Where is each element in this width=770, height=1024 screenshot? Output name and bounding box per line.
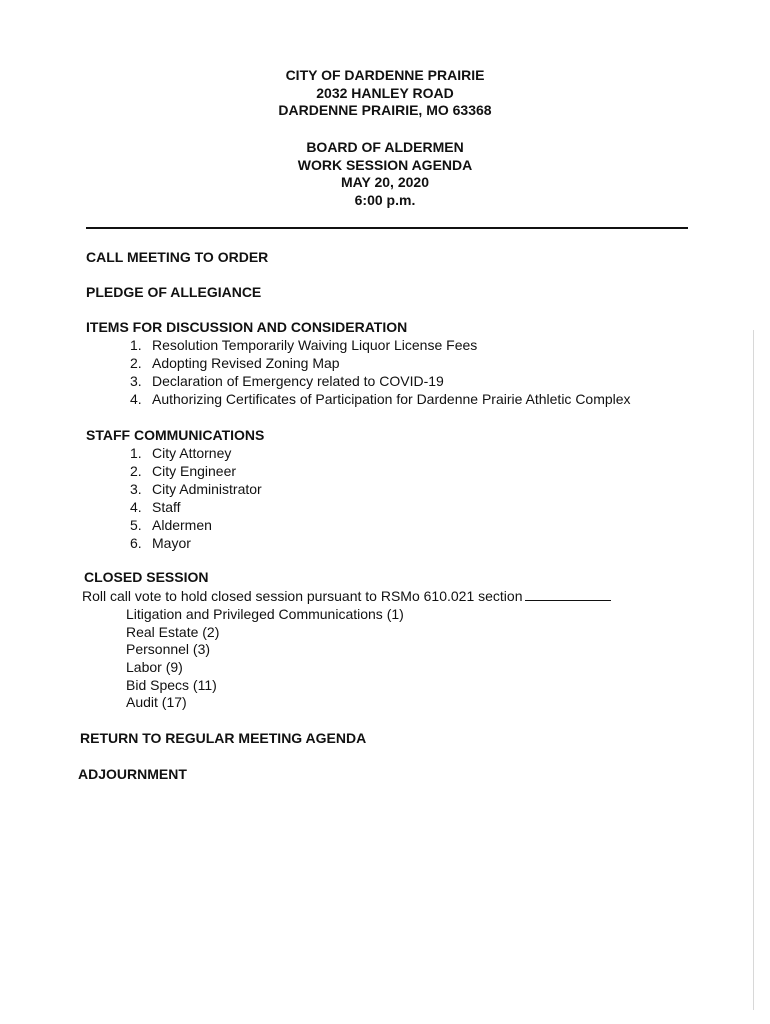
- list-item: 2. Adopting Revised Zoning Map: [130, 355, 340, 371]
- list-item: 1. City Attorney: [130, 445, 232, 461]
- list-item: 4. Staff: [130, 499, 181, 515]
- header-divider: [86, 227, 688, 229]
- list-item: 5. Aldermen: [130, 517, 212, 533]
- list-item: Personnel (3): [126, 641, 211, 657]
- list-item: 1. Resolution Temporarily Waiving Liquor License Fees: [130, 337, 478, 353]
- meeting-info-block: [0, 139, 770, 209]
- discussion-heading: ITEMS FOR DISCUSSION AND CONSIDERATION: [86, 319, 408, 335]
- city-address-block: [0, 67, 770, 120]
- list-item: Litigation and Privileged Communications (1): [126, 606, 404, 622]
- staff-heading: STAFF COMMUNICATIONS: [86, 427, 265, 443]
- city-name: CITY OF DARDENNE PRAIRIE: [285, 67, 485, 83]
- list-item: Real Estate (2): [126, 624, 220, 640]
- list-item: 3. Declaration of Emergency related to COVID-19: [130, 373, 444, 389]
- pledge-heading: PLEDGE OF ALLEGIANCE: [86, 284, 262, 300]
- list-item: Labor (9): [126, 659, 183, 675]
- list-item: 6. Mayor: [130, 535, 191, 551]
- agenda-title: WORK SESSION AGENDA: [297, 156, 473, 173]
- section-blank-line: [525, 588, 611, 601]
- meeting-time: 6:00 p.m.: [354, 191, 416, 208]
- roll-call-line: [82, 587, 611, 605]
- meeting-date: MAY 20, 2020: [341, 174, 429, 190]
- city-state-zip: DARDENNE PRAIRIE, MO 63368: [278, 102, 492, 118]
- list-item: Bid Specs (11): [126, 677, 217, 693]
- call-to-order-heading: CALL MEETING TO ORDER: [86, 249, 269, 265]
- list-item: 3. City Administrator: [130, 481, 262, 497]
- return-heading: RETURN TO REGULAR MEETING AGENDA: [80, 730, 367, 746]
- closed-session-heading: CLOSED SESSION: [84, 569, 209, 585]
- scan-edge-line: [753, 330, 754, 1010]
- street-address: 2032 HANLEY ROAD: [316, 84, 454, 101]
- board-name: BOARD OF ALDERMEN: [306, 139, 464, 155]
- list-item: Audit (17): [126, 694, 187, 710]
- adjournment-heading: ADJOURNMENT: [78, 766, 187, 782]
- list-item: 2. City Engineer: [130, 463, 237, 479]
- list-item: 4. Authorizing Certificates of Participation for Dardenne Prairie Athletic Complex: [130, 391, 631, 407]
- roll-call-text: Roll call vote to hold closed session pursuant to RSMo 610.021 section: [82, 588, 523, 604]
